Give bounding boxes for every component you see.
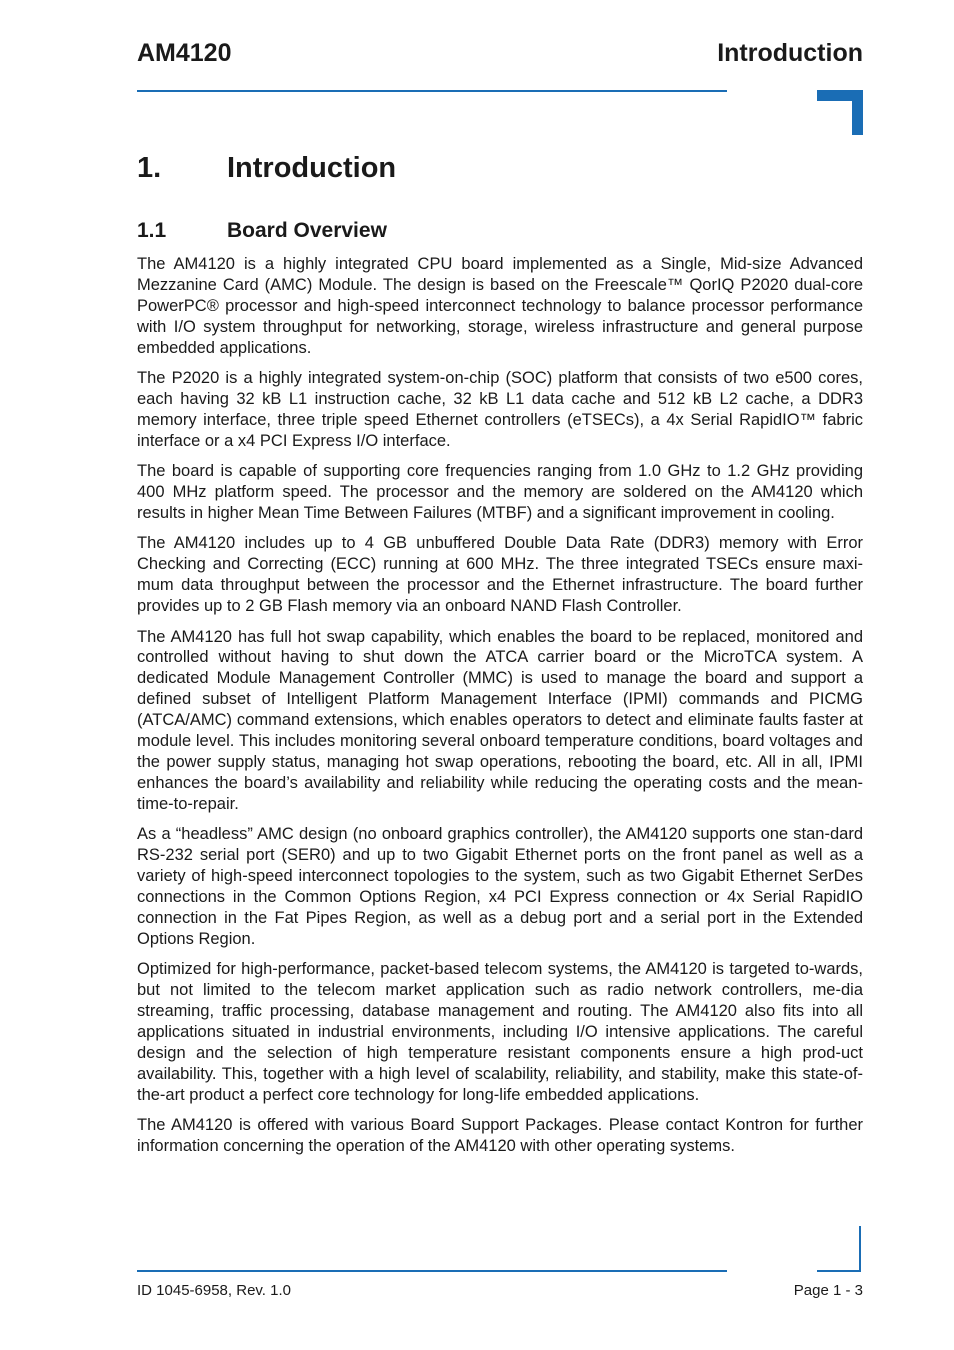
section-heading: [137, 217, 863, 245]
header-corner-mark: [817, 90, 863, 135]
footer-page-number: Page 1 - 3: [793, 1282, 863, 1299]
paragraph-8: The AM4120 is offered with various Board Support Packages. Please contact Kontron for further information concerning the operation of the AM4120 with other operating systems.: [137, 1115, 863, 1155]
paragraph-2: The P2020 is a highly integrated system-on-chip (SOC) platform that consists of two e500 cores, each having 32 kB L1 instruction cache, 32 kB L1 data cache and 512 kB L2 cache, a DDR3 memory interface, three triple speed Ethernet controllers (eTSECs), a 4x Serial RapidIO™ fabric interface or a x4 PCI Express I/O interface.: [137, 369, 863, 450]
footer-document-id: ID 1045-6958, Rev. 1.0: [137, 1282, 291, 1299]
section-number: 1.1: [137, 219, 167, 242]
paragraph-5: The AM4120 has full hot swap capability, which enables the board to be replaced, monitored and controlled without having to shut down the ATCA carrier board or the MicroTCA system. A dedicated Module Management Controller (MMC) is used to manage the board and support a defined subset of Intelligent Platform Management Interface (IPMI) commands and PICMG (ATCA/AMC) command extensions, which enables operators to detect and eliminate faults faster at module level. This includes monitoring several onboard temperature conditions, board voltages and the power supply status, managing hot swap operations, rebooting the board, etc. All in all, IPMI enhances the board’s availability and reliability while reducing the operating costs and the mean-time-to-repair.: [137, 627, 863, 813]
footer-rule: [137, 1270, 727, 1272]
paragraph-6: As a “headless” AMC design (no onboard graphics controller), the AM4120 supports one stan-dard RS-232 serial port (SER0) and up to two Gigabit Ethernet ports on the front panel as well as a variety of high-speed interconnect topologies to the system, such as two Gigabit Ethernet SerDes connections in the Common Options Region, x4 PCI Express connection or 4x Serial RapidIO connection in the Fat Pipes Region, as well as a debug port and a serial port in the Extended Options Region.: [137, 825, 863, 948]
section-title: Board Overview: [227, 219, 387, 242]
paragraph-3: The board is capable of supporting core frequencies ranging from 1.0 GHz to 1.2 GHz providing 400 MHz platform speed. The processor and the memory are soldered on the AM4120 which results in higher Mean Time Between Failures (MTBF) and a significant improvement in cooling.: [137, 462, 863, 522]
footer-corner-mark: [817, 1226, 863, 1272]
chapter-title: Introduction: [227, 152, 397, 184]
paragraph-4: The AM4120 includes up to 4 GB unbuffered Double Data Rate (DDR3) memory with Error Checking and Correcting (ECC) running at 600 MHz. The three integrated TSECs ensure maxi-mum data throughput between the processor and the Ethernet infrastructure. The board further provides up to 2 GB Flash memory via an onboard NAND Flash Controller.: [137, 534, 863, 616]
body-text: [137, 254, 863, 1166]
header-section-name: Introduction: [717, 39, 863, 67]
chapter-number: 1.: [137, 152, 162, 184]
header-rule: [137, 90, 727, 92]
paragraph-1: The AM4120 is a highly integrated CPU board implemented as a Single, Mid-size Advanced Mezzanine Card (AMC) Module. The design is based on the Freescale™ QorIQ P2020 dual-core PowerPC® processor and high-speed interconnect technology to balance processor performance with I/O system throughput for networking, storage, wireless infrastructure and general purpose embedded applications.: [137, 255, 863, 357]
header-product-name: AM4120: [137, 39, 232, 67]
paragraph-7: Optimized for high-performance, packet-based telecom systems, the AM4120 is targeted to-wards, but not limited to the telecom market application such as radio network controllers, me-dia streaming, traffic processing, database management and routing. The AM4120 also fits into all applications situated in industrial environments, including I/O intensive applications. The careful design and the selection of high temperature resistant components ensure a high prod-uct availability. This, together with a high level of scalability, reliability, and stability, make this state-of-the-art product a perfect core technology for long-life embedded applications.: [137, 960, 863, 1104]
chapter-heading: [137, 150, 863, 186]
